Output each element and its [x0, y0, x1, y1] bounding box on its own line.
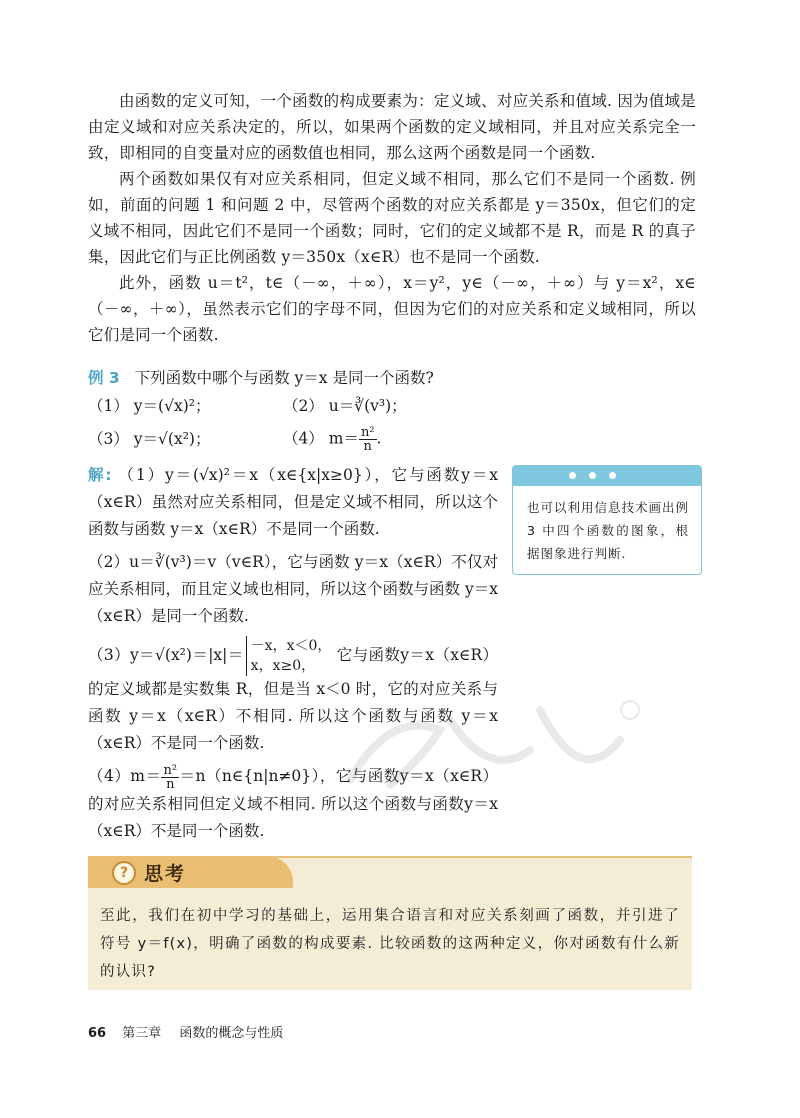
example-options-row-1 — [88, 394, 473, 418]
example-option-4 — [283, 426, 473, 453]
fraction-denominator: n — [166, 776, 175, 792]
solution-step-3-rest: 的定义域都是实数集 R，但是当 x＜0 时，它的对应关系与函数 y＝x（x∈R）不相同. 所以这个函数与函数 y＝x（x∈R）不是同一个函数. — [88, 680, 498, 752]
page-number: 66 — [88, 1026, 107, 1041]
piecewise-brace — [246, 636, 332, 676]
example-option-2: （2） u＝∛(v³)； — [282, 397, 407, 415]
example-options-row-2 — [88, 426, 473, 453]
solution-step-4-prefix: （4）m＝ — [88, 767, 162, 785]
example-label: 例 3 — [88, 369, 120, 387]
piecewise-case-1: －x，x＜0， — [250, 638, 332, 654]
question-icon: ? — [112, 861, 136, 885]
think-text: 至此，我们在初中学习的基础上，运用集合语言和对应关系刻画了函数，并引进了符号 y＝f(x)，明确了函数的构成要素. 比较函数的这两种定义，你对函数有什么新的认识? — [100, 908, 680, 980]
solution-step-4-suffix: ＝n（n∈{n|n≠0}），它与函数y＝x（x∈R） — [179, 767, 498, 785]
example-option-4-prefix: （4） m＝ — [282, 429, 359, 448]
fraction-numerator: n² — [360, 425, 375, 440]
solution-step-1-text: （1）y＝(√x)²＝x（x∈{x|x≥0}），它与函数y＝x（x∈R）虽然对应关系相同，但是定义域不相同，所以这个函数与函数 y＝x（x∈R）不是同一个函数. — [88, 466, 498, 538]
intro-text — [88, 88, 696, 348]
piecewise-case-2: x，x≥0， — [250, 658, 316, 674]
fraction-denominator: n — [363, 439, 372, 454]
fraction-numerator: n² — [163, 762, 178, 778]
example-option-4-suffix: . — [376, 429, 382, 448]
solution-step-4-fraction — [161, 764, 179, 791]
note-dot-icon — [609, 472, 616, 479]
example-question: 下列函数中哪个与函数 y＝x 是同一个函数? — [134, 369, 434, 387]
example-heading — [88, 366, 434, 390]
solution-step-2: （2）u＝∛(v³)＝v（v∈R），它与函数 y＝x（x∈R）不仅对应关系相同，而且定义域也相同，所以这个函数与函数 y＝x（x∈R）是同一个函数. — [88, 553, 498, 625]
example-option-1: （1） y＝(√x)²； — [88, 397, 211, 415]
example-option-3: （3） y＝√(x²)； — [88, 429, 211, 448]
publisher-watermark-icon — [330, 690, 650, 800]
page-footer — [88, 1022, 297, 1041]
intro-paragraph-1: 由函数的定义可知，一个函数的构成要素为：定义域、对应关系和值域. 因为值域是由定义域和对应关系决定的，所以，如果两个函数的定义域相同，并且对应关系完全一致，即相同的自变量对应的函数值也相同，那么这两个函数是同一个函数. — [88, 92, 696, 162]
solution-label: 解: — [88, 466, 112, 484]
think-box — [88, 856, 692, 990]
think-title: 思考 — [144, 863, 187, 885]
chapter-title: 函数的概念与性质 — [179, 1026, 284, 1041]
side-note-header — [513, 466, 701, 486]
intro-paragraph-2: 两个函数如果仅有对应关系相同，但定义域不相同，那么它们不是同一个函数. 例如，前面的问题 1 和问题 2 中，尽管两个函数的对应关系都是 y＝350x，但它们的定义域不相同，因此它们不是同一个函数；同时，它们的定义域都不是 R，而是 R 的真子集，因此它们与正比例函数 y＝350x（x∈R）也不是同一个函数. — [88, 170, 696, 266]
note-dot-icon — [589, 472, 596, 479]
side-note-text: 也可以利用信息技术画出例 3 中四个函数的图象，根据图象进行判断. — [527, 500, 690, 561]
solution-step-4-rest: 的对应关系相同但定义域不相同. 所以这个函数与函数y＝x（x∈R）不是同一个函数. — [88, 794, 498, 840]
example-option-4-fraction — [359, 426, 377, 453]
solution-step-1 — [88, 462, 498, 543]
note-dot-icon — [569, 472, 576, 479]
intro-paragraph-3: 此外，函数 u＝t²，t∈（－∞，＋∞），x＝y²，y∈（－∞，＋∞）与 y＝x²，x∈（－∞，＋∞），虽然表示它们的字母不同，但因为它们的对应关系和定义域相同，所以它们是同一个函数. — [88, 274, 696, 344]
solution-step-3-suffix: 它与函数y＝x（x∈R） — [336, 646, 498, 664]
side-note — [512, 465, 702, 575]
think-tab — [88, 856, 293, 888]
solution-step-3-prefix: （3）y＝√(x²)＝|x|＝ — [88, 646, 244, 664]
chapter-label: 第三章 — [122, 1026, 162, 1041]
